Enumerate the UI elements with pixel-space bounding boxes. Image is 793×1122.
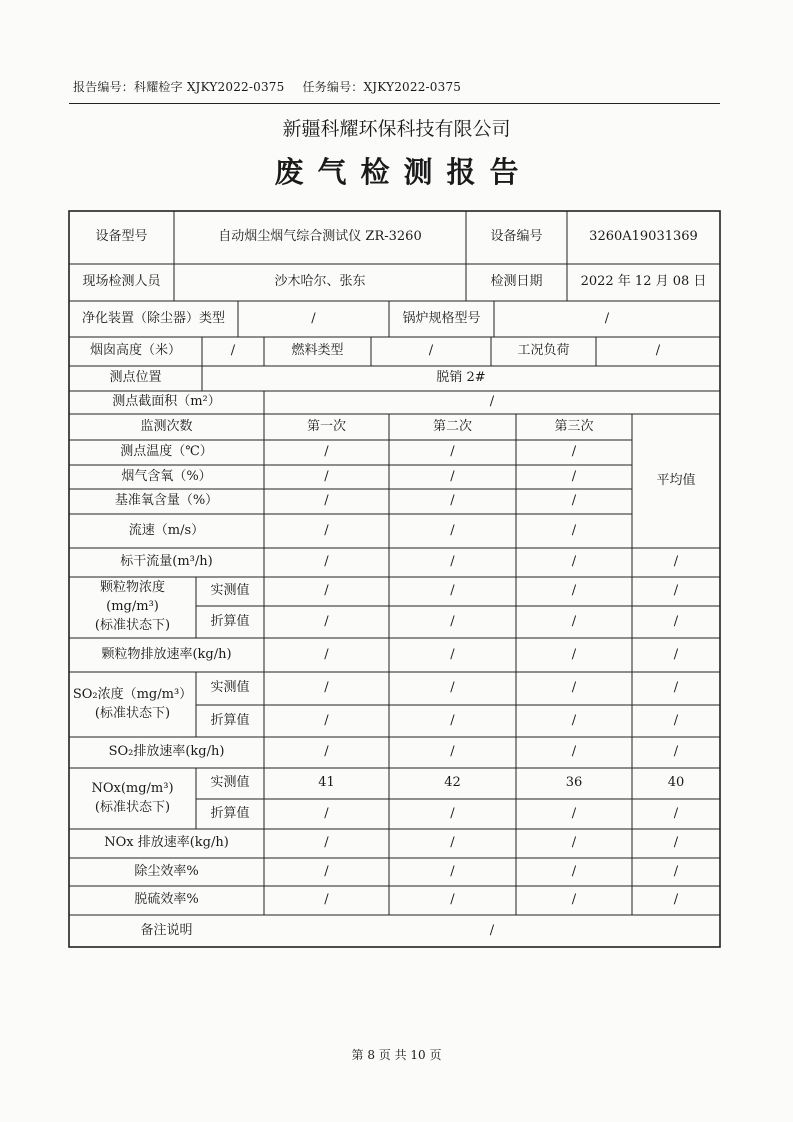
point-value: 脱销 2# [436,370,486,386]
pm-rate-avg: / [673,646,679,662]
chimney-label: 烟囱高度（米） [89,343,181,359]
third-header: 第三次 [554,418,594,434]
base-o2-v1: / [324,493,329,509]
so2-conc-label-line1: SO₂浓度（mg/m³） [72,686,193,702]
pm-conv-v1: / [324,613,329,629]
dust-eff-v1: / [324,863,329,879]
load-label: 工况负荷 [517,343,570,359]
chimney-value: / [230,343,236,359]
nox-conv-v2: / [450,805,455,821]
dust-eff-avg: / [673,863,679,879]
o2-v1: / [324,468,329,484]
so2-rate-v3: / [571,744,577,760]
pm-rate-label: 颗粒物排放速率(kg/h) [101,646,232,662]
desulf-eff-avg: / [673,892,679,908]
temp-v3: / [571,444,577,460]
flow-avg: / [673,554,679,570]
nox-conv-avg: / [673,805,679,821]
pm-rate-v1: / [324,646,329,662]
nox-meas-v3: 36 [565,775,583,791]
date-label: 检测日期 [490,274,543,290]
boiler-label: 锅炉规格型号 [402,310,481,326]
o2-label: 烟气含氧（%） [121,468,212,484]
base-o2-label: 基准氧含量（%） [114,493,219,509]
desulf-eff-label: 脱硫效率% [134,892,199,908]
monitor-count-label: 监测次数 [140,418,193,434]
purify-value: / [311,310,316,326]
date-value: 2022 年 12 月 08 日 [580,274,707,290]
dust-eff-v3: / [571,863,577,879]
device-model-value: 自动烟尘烟气综合测试仪 ZR-3260 [218,229,422,245]
dust-eff-label: 除尘效率% [134,863,199,879]
pm-meas-v2: / [450,583,455,599]
velocity-v1: / [324,522,329,538]
device-number-value: 3260A19031369 [589,229,698,245]
nox-converted-label: 折算值 [210,805,250,821]
pm-conc-label-line3: (标准状态下) [94,617,171,633]
desulf-eff-v2: / [450,892,455,908]
nox-rate-v1: / [324,835,329,851]
pm-meas-v1: / [324,583,329,599]
nox-conv-v3: / [571,805,577,821]
nox-meas-v2: 42 [444,775,461,791]
pm-measured-label: 实测值 [210,583,250,599]
so2-meas-avg: / [673,680,679,696]
so2-conv-avg: / [673,712,679,728]
nox-rate-v2: / [450,835,455,851]
staff-label: 现场检测人员 [82,274,161,290]
pm-meas-v3: / [571,583,577,599]
point-label: 测点位置 [109,370,162,386]
task-number: 任务编号：XJKY2022-0375 [302,80,462,94]
device-model-label: 设备型号 [95,229,148,245]
remark-value: / [489,922,495,938]
second-header: 第二次 [432,418,472,434]
temp-v2: / [450,444,455,460]
device-number-label: 设备编号 [490,229,543,245]
so2-rate-label: SO₂排放速率(kg/h) [108,744,225,760]
first-header: 第一次 [306,418,346,434]
nox-rate-avg: / [673,835,679,851]
area-value: / [489,394,495,410]
desulf-eff-v1: / [324,892,329,908]
fuel-value: / [428,343,434,359]
average-header: 平均值 [656,472,696,488]
o2-v3: / [571,468,577,484]
report-title: 废气检测报告 [274,155,533,189]
nox-conc-label-line2: (标准状态下) [94,799,171,815]
so2-meas-v1: / [324,680,329,696]
pm-conv-v2: / [450,613,455,629]
nox-measured-label: 实测值 [210,775,250,791]
so2-conv-v2: / [450,712,455,728]
so2-conc-label [69,672,196,737]
nox-rate-v3: / [571,835,577,851]
temp-v1: / [324,444,329,460]
dust-eff-v2: / [450,863,455,879]
pm-conc-label-line2: (mg/m³) [106,599,159,615]
pm-conv-v3: / [571,613,577,629]
temp-label: 测点温度（℃） [120,444,213,460]
base-o2-v3: / [571,493,577,509]
so2-conv-v3: / [571,712,577,728]
flow-v1: / [324,554,329,570]
area-label: 测点截面积（m²） [112,394,221,410]
velocity-v2: / [450,522,455,538]
flow-label: 标干流量(m³/h) [120,554,213,570]
so2-conc-label-line2: (标准状态下) [94,705,171,721]
nox-conc-label-line1: NOx(mg/m³) [91,780,174,796]
nox-conv-v1: / [324,805,329,821]
nox-conc-label [69,768,196,829]
page-footer: 第 8 页 共 10 页 [351,1048,442,1062]
pm-meas-avg: / [673,583,679,599]
velocity-v3: / [571,522,577,538]
purify-label: 净化装置（除尘器）类型 [81,310,225,326]
pm-rate-v2: / [450,646,455,662]
load-value: / [655,343,661,359]
so2-conv-v1: / [324,712,329,728]
boiler-value: / [604,310,610,326]
pm-conc-label-line1: 颗粒物浓度 [99,580,165,596]
so2-rate-v1: / [324,744,329,760]
pm-conc-label [69,577,196,638]
nox-rate-label: NOx 排放速率(kg/h) [104,835,229,851]
so2-meas-v3: / [571,680,577,696]
staff-value: 沙木哈尔、张东 [274,274,366,290]
pm-conv-avg: / [673,613,679,629]
remark-label: 备注说明 [140,922,193,938]
company-name: 新疆科耀环保科技有限公司 [282,118,511,140]
so2-meas-v2: / [450,680,455,696]
base-o2-v2: / [450,493,455,509]
report-number: 报告编号：科耀检字 XJKY2022-0375 [73,80,285,94]
so2-converted-label: 折算值 [210,712,250,728]
pm-rate-v3: / [571,646,577,662]
o2-v2: / [450,468,455,484]
nox-meas-avg: 40 [667,775,685,791]
so2-measured-label: 实测值 [210,680,250,696]
desulf-eff-v3: / [571,892,577,908]
fuel-label: 燃料类型 [291,343,344,359]
velocity-label: 流速（m/s） [128,522,205,538]
so2-rate-v2: / [450,744,455,760]
flow-v2: / [450,554,455,570]
pm-converted-label: 折算值 [210,613,250,629]
flow-v3: / [571,554,577,570]
so2-rate-avg: / [673,744,679,760]
nox-meas-v1: 41 [318,775,335,791]
